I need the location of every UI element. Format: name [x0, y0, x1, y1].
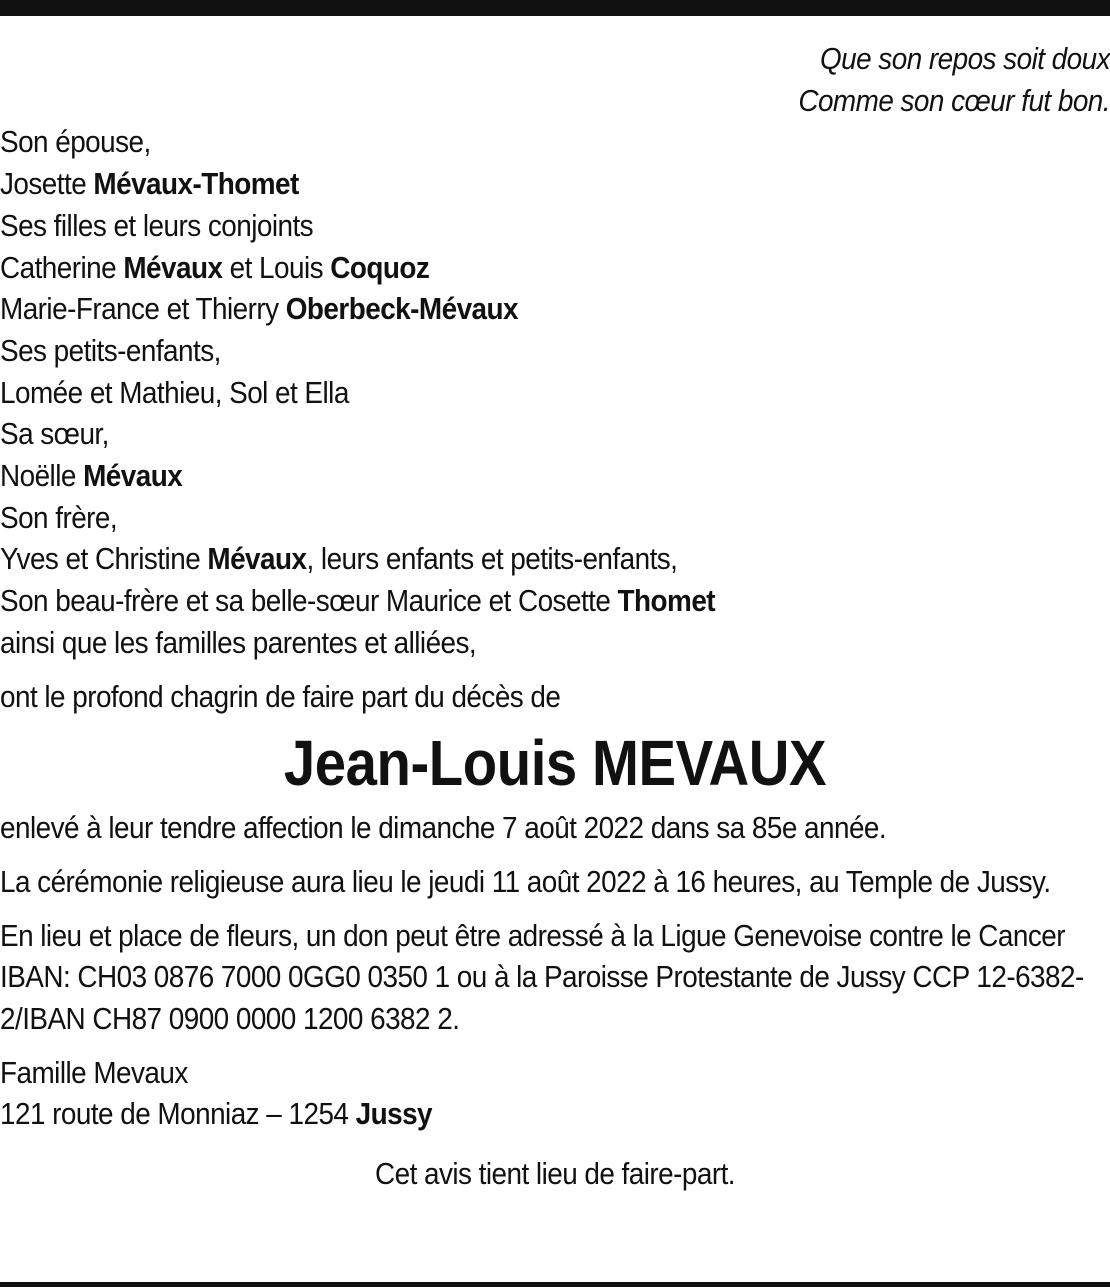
- family-line: Catherine Mévaux et Louis Coquoz: [0, 249, 430, 285]
- family-list: [0, 121, 1110, 663]
- contact-address: 121 route de Monniaz – 1254 Jussy: [0, 1096, 433, 1132]
- family-line: Son beau-frère et sa belle-sœur Maurice et Cosette Thomet: [0, 583, 716, 619]
- family-line: Ses filles et leurs conjoints: [0, 207, 314, 243]
- death-notice: enlevé à leur tendre affection le dimanche 7 août 2022 dans sa 85e année.: [0, 810, 887, 846]
- intro-text: ont le profond chagrin de faire part du décès de: [0, 678, 561, 714]
- family-line: Noëlle Mévaux: [0, 458, 183, 494]
- family-line: Son frère,: [0, 499, 118, 535]
- family-line: Marie-France et Thierry Oberbeck-Mévaux: [0, 291, 519, 327]
- donation-details: En lieu et place de fleurs, un don peut être adressé à la Ligue Genevoise contre le Cancer IBAN: CH03 0876 7000 0GG0 0350 1 ou à la Paroisse Protestante de Jussy CCP 12-6382-2/IBAN CH87 0900 0000 1200 6382 2.: [0, 917, 1084, 1037]
- quote-line-1: Que son repos soit doux: [819, 41, 1110, 76]
- family-line: Yves et Christine Mévaux, leurs enfants et petits-enfants,: [0, 541, 678, 577]
- contact-name: Famille Mevaux: [0, 1054, 188, 1090]
- ceremony-details: La cérémonie religieuse aura lieu le jeudi 11 août 2022 à 16 heures, au Temple de Jussy.: [0, 863, 1051, 899]
- family-line: Josette Mévaux-Thomet: [0, 166, 299, 202]
- family-line: Lomée et Mathieu, Sol et Ella: [0, 374, 349, 410]
- contact-town: Jussy: [355, 1096, 433, 1132]
- quote-line-2: Comme son cœur fut bon.: [798, 82, 1110, 118]
- family-line: ainsi que les familles parentes et alliées,: [0, 624, 477, 660]
- family-line: Son épouse,: [0, 124, 151, 160]
- closing-note: Cet avis tient lieu de faire-part.: [374, 1156, 736, 1192]
- quote-block: [0, 38, 1110, 121]
- family-line: Sa sœur,: [0, 416, 109, 452]
- contact-block: [0, 1052, 1110, 1135]
- deceased-name: Jean-Louis MEVAUX: [283, 727, 827, 800]
- top-rule: [0, 0, 1110, 16]
- family-line: Ses petits-enfants,: [0, 332, 221, 368]
- bottom-rule: [0, 1282, 1110, 1287]
- obituary-notice: [0, 38, 1110, 1195]
